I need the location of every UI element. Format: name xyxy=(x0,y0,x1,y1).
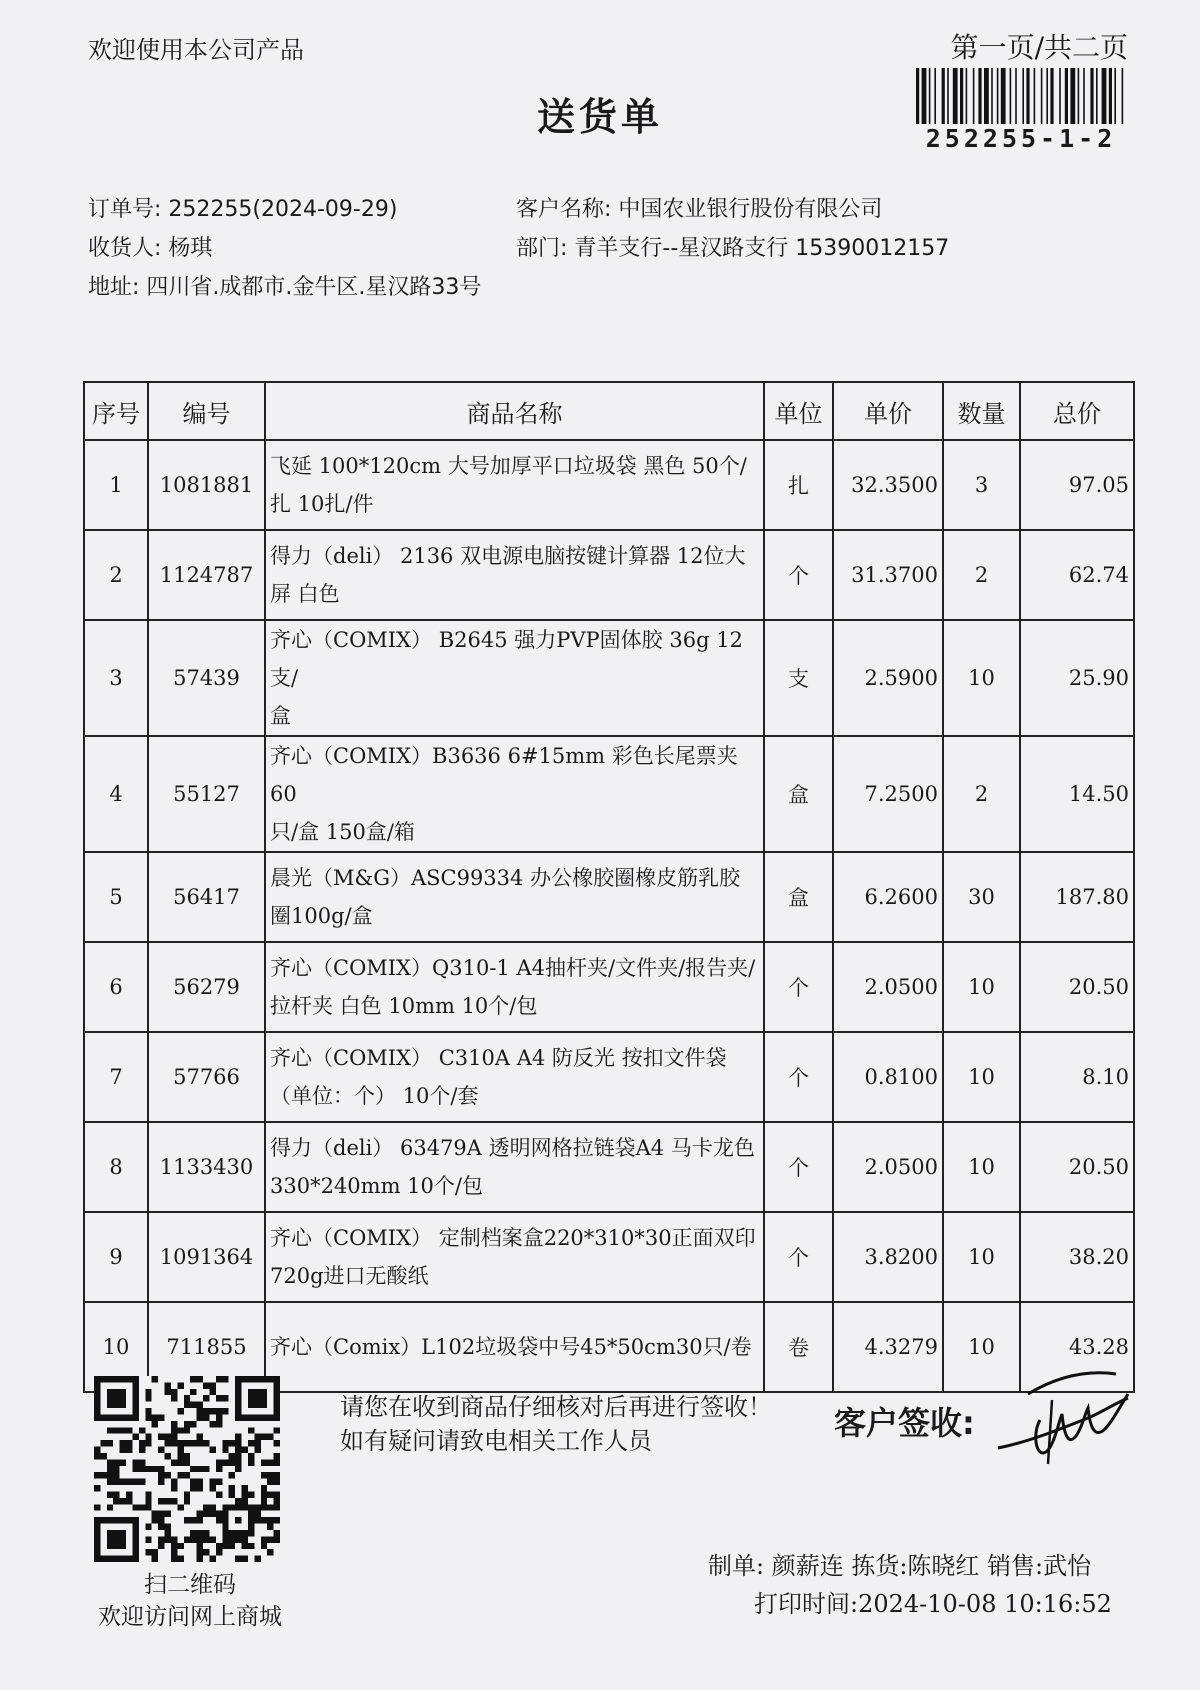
row-product-name xyxy=(265,440,764,530)
row-code: 55127 xyxy=(148,736,265,852)
customer-signature-label: 客户签收: xyxy=(834,1404,975,1442)
product-name-line-1: 得力（deli） 63479A 透明网格拉链袋A4 马卡龙色 xyxy=(270,1136,755,1160)
row-unit: 盒 xyxy=(764,852,833,942)
row-code: 711855 xyxy=(148,1302,265,1392)
product-name-line-1: 飞延 100*120cm 大号加厚平口垃圾袋 黑色 50个/ xyxy=(270,454,747,478)
row-quantity: 10 xyxy=(943,1302,1020,1392)
row-unit-price: 3.8200 xyxy=(833,1212,943,1302)
table-row xyxy=(84,1212,1134,1302)
row-product-name xyxy=(265,942,764,1032)
table-row xyxy=(84,620,1134,736)
print-time: 打印时间:2024-10-08 10:16:52 xyxy=(754,1590,1112,1618)
row-code: 1091364 xyxy=(148,1212,265,1302)
row-seq: 7 xyxy=(84,1032,148,1122)
row-code: 56417 xyxy=(148,852,265,942)
order-number-value: 252255(2024-09-29) xyxy=(168,197,398,222)
row-quantity: 10 xyxy=(943,1212,1020,1302)
address-label: 地址: xyxy=(88,275,140,300)
document-title: 送货单 xyxy=(536,95,663,139)
row-unit: 盒 xyxy=(764,736,833,852)
qr-caption-scan: 扫二维码 xyxy=(144,1572,236,1598)
row-product-name xyxy=(265,1302,764,1392)
row-code: 56279 xyxy=(148,942,265,1032)
product-name-line-1: 齐心（COMIX）Q310-1 A4抽杆夹/文件夹/报告夹/ xyxy=(270,956,756,980)
row-code: 57439 xyxy=(148,620,265,736)
row-total: 62.74 xyxy=(1020,530,1134,620)
row-unit: 个 xyxy=(764,1032,833,1122)
row-product-name xyxy=(265,1032,764,1122)
department xyxy=(516,231,949,262)
table-row xyxy=(84,852,1134,942)
department-value: 青羊支行--星汉路支行 15390012157 xyxy=(574,236,950,261)
address xyxy=(88,270,481,301)
table-row xyxy=(84,1032,1134,1122)
table-row xyxy=(84,1122,1134,1212)
receiver xyxy=(88,231,212,262)
table-header-row xyxy=(84,382,1134,440)
product-name-line-2: 屏 白色 xyxy=(270,582,340,606)
row-unit: 支 xyxy=(764,620,833,736)
header-product-name: 商品名称 xyxy=(265,382,764,440)
barcode-icon xyxy=(914,68,1128,124)
row-total: 20.50 xyxy=(1020,942,1134,1032)
product-name-line-1: 齐心（Comix）L102垃圾袋中号45*50cm30只/卷 xyxy=(270,1335,752,1359)
product-name-line-1: 齐心（COMIX） 定制档案盒220*310*30正面双印 xyxy=(270,1226,756,1250)
row-seq: 5 xyxy=(84,852,148,942)
row-seq: 9 xyxy=(84,1212,148,1302)
order-number-label: 订单号: xyxy=(88,197,162,222)
row-total: 25.90 xyxy=(1020,620,1134,736)
row-quantity: 30 xyxy=(943,852,1020,942)
row-unit-price: 2.5900 xyxy=(833,620,943,736)
address-value: 四川省.成都市.金牛区.星汉路33号 xyxy=(146,275,482,300)
product-name-line-2: 拉杆夹 白色 10mm 10个/包 xyxy=(270,994,538,1018)
barcode-number: 252255-1-2 xyxy=(925,124,1117,153)
row-unit-price: 2.0500 xyxy=(833,1122,943,1212)
row-quantity: 10 xyxy=(943,942,1020,1032)
table-row xyxy=(84,736,1134,852)
row-unit: 扎 xyxy=(764,440,833,530)
row-product-name xyxy=(265,852,764,942)
signature-icon xyxy=(988,1364,1138,1474)
row-product-name xyxy=(265,620,764,736)
product-name-line-1: 齐心（COMIX）B3636 6#15mm 彩色长尾票夹 60 xyxy=(270,744,738,806)
row-total: 38.20 xyxy=(1020,1212,1134,1302)
customer-value: 中国农业银行股份有限公司 xyxy=(618,197,883,222)
items-table xyxy=(83,381,1135,1393)
product-name-line-2: 盒 xyxy=(270,704,291,728)
row-unit-price: 31.3700 xyxy=(833,530,943,620)
row-quantity: 10 xyxy=(943,1122,1020,1212)
row-total: 97.05 xyxy=(1020,440,1134,530)
row-quantity: 3 xyxy=(943,440,1020,530)
product-name-line-1: 齐心（COMIX） C310A A4 防反光 按扣文件袋 xyxy=(270,1046,727,1070)
product-name-line-1: 得力（deli） 2136 双电源电脑按键计算器 12位大 xyxy=(270,544,746,568)
staff-info: 制单: 颜薪连 拣货:陈晓红 销售:武怡 xyxy=(708,1552,1092,1580)
row-unit: 个 xyxy=(764,1122,833,1212)
product-name-line-2: 只/盒 150盒/箱 xyxy=(270,820,415,844)
row-unit-price: 2.0500 xyxy=(833,942,943,1032)
row-unit-price: 6.2600 xyxy=(833,852,943,942)
row-total: 8.10 xyxy=(1020,1032,1134,1122)
table-row xyxy=(84,440,1134,530)
product-name-line-2: 扎 10扎/件 xyxy=(270,492,374,516)
customer-label: 客户名称: xyxy=(516,197,612,222)
page-indicator: 第一页/共二页 xyxy=(950,31,1128,64)
product-name-line-2: 720g进口无酸纸 xyxy=(270,1264,429,1288)
product-name-line-1: 晨光（M&G）ASC99334 办公橡胶圈橡皮筋乳胶 xyxy=(270,866,741,890)
row-code: 1124787 xyxy=(148,530,265,620)
row-product-name xyxy=(265,530,764,620)
row-unit-price: 0.8100 xyxy=(833,1032,943,1122)
row-unit-price: 32.3500 xyxy=(833,440,943,530)
row-seq: 1 xyxy=(84,440,148,530)
row-total: 187.80 xyxy=(1020,852,1134,942)
row-unit-price: 7.2500 xyxy=(833,736,943,852)
customer-name xyxy=(516,192,882,223)
qr-code-icon xyxy=(94,1376,280,1562)
receiver-value: 杨琪 xyxy=(168,236,213,261)
header-total: 总价 xyxy=(1020,382,1134,440)
row-unit: 卷 xyxy=(764,1302,833,1392)
receiver-label: 收货人: xyxy=(88,236,162,261)
row-quantity: 10 xyxy=(943,620,1020,736)
product-name-line-2: （单位：个） 10个/套 xyxy=(270,1084,479,1108)
row-product-name xyxy=(265,736,764,852)
welcome-text: 欢迎使用本公司产品 xyxy=(88,36,304,64)
row-seq: 4 xyxy=(84,736,148,852)
row-unit-price: 4.3279 xyxy=(833,1302,943,1392)
header-unit-price: 单价 xyxy=(833,382,943,440)
row-quantity: 2 xyxy=(943,530,1020,620)
row-code: 1081881 xyxy=(148,440,265,530)
row-product-name xyxy=(265,1122,764,1212)
row-unit: 个 xyxy=(764,942,833,1032)
header-quantity: 数量 xyxy=(943,382,1020,440)
row-unit: 个 xyxy=(764,1212,833,1302)
row-quantity: 10 xyxy=(943,1032,1020,1122)
header-unit: 单位 xyxy=(764,382,833,440)
department-label: 部门: xyxy=(516,236,568,261)
order-number xyxy=(88,192,397,223)
row-code: 57766 xyxy=(148,1032,265,1122)
header-seq: 序号 xyxy=(84,382,148,440)
product-name-line-2: 330*240mm 10个/包 xyxy=(270,1174,483,1198)
row-seq: 8 xyxy=(84,1122,148,1212)
row-seq: 10 xyxy=(84,1302,148,1392)
row-total: 14.50 xyxy=(1020,736,1134,852)
row-product-name xyxy=(265,1212,764,1302)
row-quantity: 2 xyxy=(943,736,1020,852)
table-row xyxy=(84,530,1134,620)
table-row xyxy=(84,942,1134,1032)
row-seq: 6 xyxy=(84,942,148,1032)
row-seq: 2 xyxy=(84,530,148,620)
product-name-line-2: 圈100g/盒 xyxy=(270,904,373,928)
product-name-line-1: 齐心（COMIX） B2645 强力PVP固体胶 36g 12支/ xyxy=(270,628,743,690)
row-unit: 个 xyxy=(764,530,833,620)
row-seq: 3 xyxy=(84,620,148,736)
row-total: 20.50 xyxy=(1020,1122,1134,1212)
row-total: 43.28 xyxy=(1020,1302,1134,1392)
qr-caption-visit: 欢迎访问网上商城 xyxy=(98,1604,282,1630)
header-code: 编号 xyxy=(148,382,265,440)
receipt-notice: 请您在收到商品仔细核对后再进行签收！如有疑问请致电相关工作人员 xyxy=(340,1393,772,1455)
row-code: 1133430 xyxy=(148,1122,265,1212)
